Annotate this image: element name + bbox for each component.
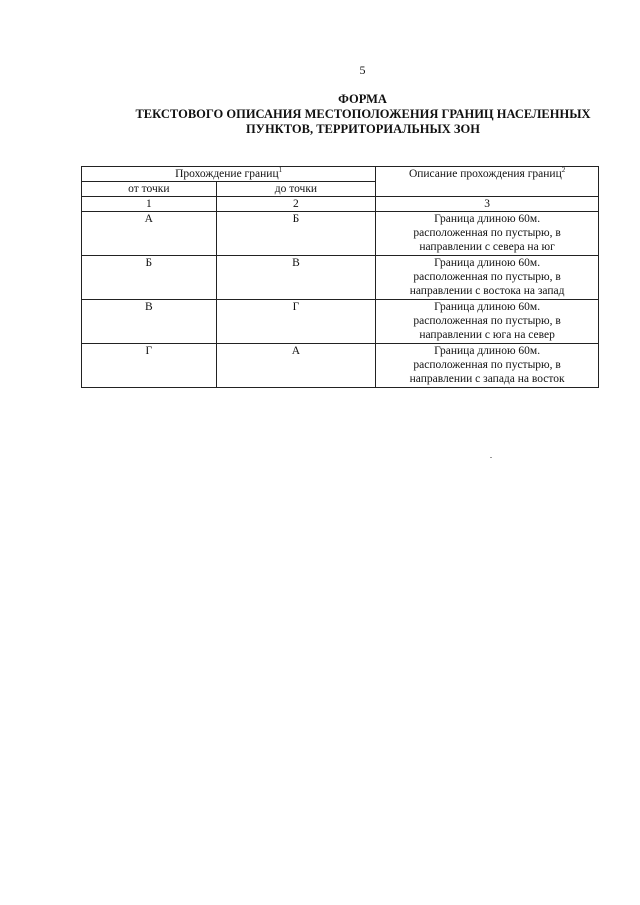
page-number: 5 — [359, 63, 366, 77]
description-line: Граница длиною 60м. — [434, 301, 541, 313]
form-subtitle: ТЕКСТОВОГО ОПИСАНИЯ МЕСТОПОЛОЖЕНИЯ ГРАНИЦ НАСЕЛЕННЫХ ПУНКТОВ, ТЕРРИТОРИАЛЬНЫХ ЗОН — [135, 107, 591, 136]
to-point-cell: В — [216, 256, 376, 300]
column-number: 2 — [216, 197, 376, 212]
description-line: расположенная по пустырю, в — [413, 227, 561, 239]
description-line: направлении с севера на юг — [419, 241, 555, 253]
description-line: Граница длиною 60м. — [434, 257, 541, 269]
description-line: направлении с юга на север — [419, 329, 555, 341]
description-cell — [376, 212, 599, 256]
column-number: 1 — [82, 197, 217, 212]
table-row — [82, 300, 599, 344]
header-passage-label: Прохождение границ — [175, 168, 279, 180]
description-line: Граница длиною 60м. — [434, 345, 541, 357]
from-point-cell: А — [82, 212, 217, 256]
from-point-cell: Г — [82, 344, 217, 388]
header-description-cell — [376, 167, 599, 197]
header-description-label: Описание прохождения границ — [408, 168, 562, 180]
table-row — [82, 212, 599, 256]
description-line: расположенная по пустырю, в — [413, 271, 561, 283]
from-point-cell: В — [82, 300, 217, 344]
header-from-point: от точки — [82, 182, 217, 197]
description-line: направлении с востока на запад — [409, 285, 565, 297]
description-line: Граница длиною 60м. — [434, 213, 541, 225]
to-point-cell: А — [216, 344, 376, 388]
table-row — [82, 256, 599, 300]
to-point-cell: Г — [216, 300, 376, 344]
header-passage-cell — [82, 167, 376, 182]
borders-table — [81, 166, 599, 388]
description-cell — [376, 300, 599, 344]
table-row — [82, 344, 599, 388]
description-cell — [376, 344, 599, 388]
to-point-cell: Б — [216, 212, 376, 256]
description-line: направлении с запада на восток — [409, 373, 565, 385]
header-description-footnote: 2 — [561, 166, 566, 175]
scan-speck — [490, 457, 492, 458]
table-header-row — [82, 167, 599, 182]
description-line: расположенная по пустырю, в — [413, 315, 561, 327]
description-line: расположенная по пустырю, в — [413, 359, 561, 371]
column-number: 3 — [376, 197, 599, 212]
form-title: ФОРМА — [338, 92, 387, 106]
header-to-point: до точки — [216, 182, 376, 197]
column-number-row — [82, 197, 599, 212]
header-passage-footnote: 1 — [278, 166, 283, 175]
from-point-cell: Б — [82, 256, 217, 300]
description-cell — [376, 256, 599, 300]
